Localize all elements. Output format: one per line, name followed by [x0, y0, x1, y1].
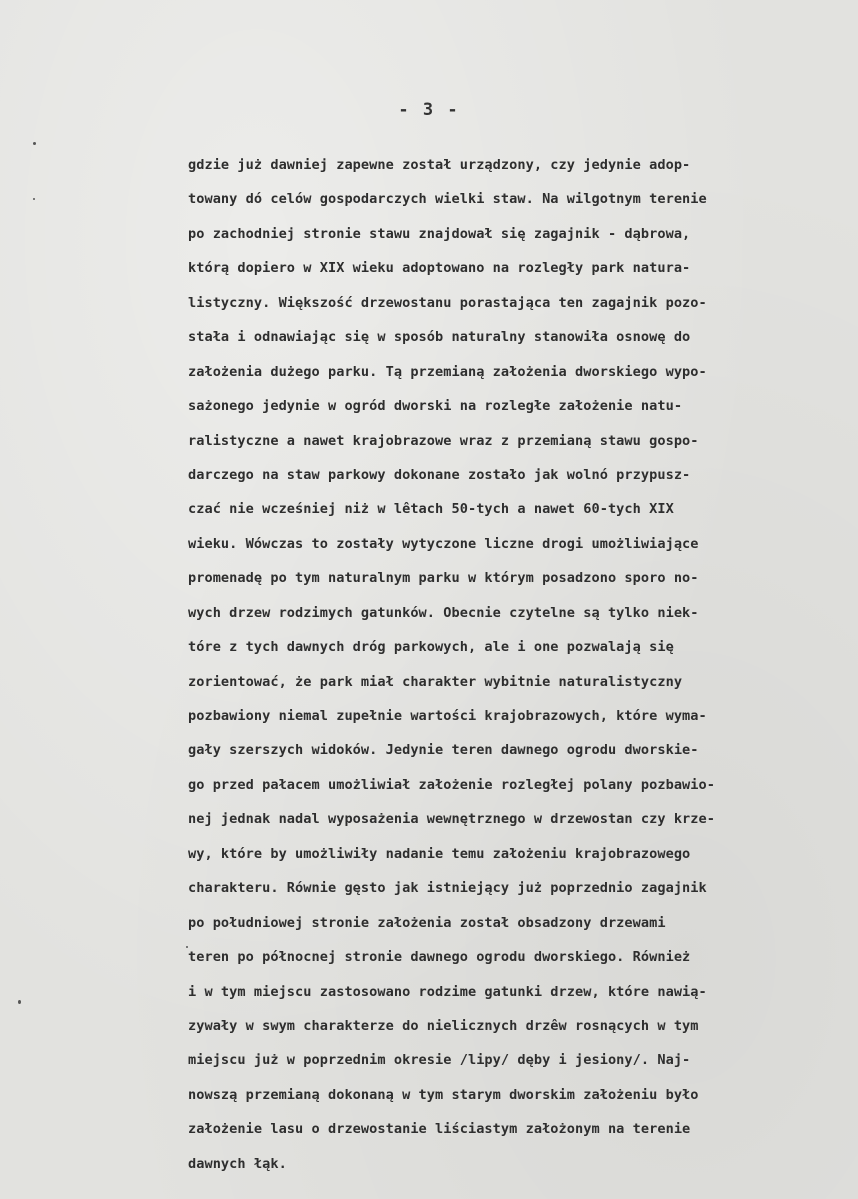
text-line: stała i odnawiając się w sposób naturalny stanowiła osnowę do	[188, 329, 691, 346]
text-line: gały szerszych widoków. Jedynie teren dawnego ogrodu dworskie-	[188, 742, 699, 759]
text-line: charakteru. Równie gęsto jak istniejący już poprzednio zagajnik	[188, 880, 707, 897]
text-line: listyczny. Większość drzewostanu porastająca ten zagajnik pozo-	[188, 294, 707, 311]
ink-speck	[18, 1000, 21, 1004]
text-line: tóre z tych dawnych dróg parkowych, ale i one pozwalają się	[188, 639, 674, 656]
text-line: towany dó celów gospodarczych wielki staw. Na wilgotnym terenie	[188, 191, 707, 208]
text-line: promenadę po tym naturalnym parku w którym posadzono sporo no-	[188, 570, 699, 587]
text-line: sażonego jedynie w ogród dworski na rozległe założenie natu-	[188, 398, 683, 415]
text-line: miejscu już w poprzednim okresie /lipy/ dęby i jesiony/. Naj-	[188, 1052, 691, 1069]
text-line: założenia dużego parku. Tą przemianą założenia dworskiego wypo-	[188, 363, 707, 380]
typed-text-body	[188, 148, 848, 1181]
text-line: zorientować, że park miał charakter wybitnie naturalistyczny	[188, 673, 683, 690]
text-line: wych drzew rodzimych gatunków. Obecnie czytelne są tylko niek-	[188, 604, 699, 621]
text-line: gdzie już dawniej zapewne został urządzony, czy jedynie adop-	[188, 157, 691, 173]
text-line: darczego na staw parkowy dokonane zostało jak wolnó przypusz-	[188, 466, 691, 483]
text-line: go przed pałacem umożliwiał założenie rozległej polany pozbawio-	[188, 776, 715, 793]
text-line: wieku. Wówczas to zostały wytyczone liczne drogi umożliwiające	[188, 535, 699, 552]
text-line: i w tym miejscu zastosowano rodzime gatunki drzew, które nawią-	[188, 983, 707, 1000]
text-line: nej jednak nadal wyposażenia wewnętrznego w drzewostan czy krze-	[188, 811, 715, 828]
ink-speck	[33, 142, 36, 145]
ink-speck	[33, 198, 35, 200]
text-line: założenie lasu o drzewostanie liściastym założonym na terenie	[188, 1121, 691, 1138]
text-line: którą dopiero w XIX wieku adoptowano na rozległy park natura-	[188, 260, 691, 277]
text-line: po zachodniej stronie stawu znajdował się zagajnik - dąbrowa,	[188, 225, 691, 242]
text-line: ralistyczne a nawet krajobrazowe wraz z przemianą stawu gospo-	[188, 432, 699, 449]
page-number: - 3 -	[398, 100, 460, 120]
text-line: pozbawiony niemal zupełnie wartości krajobrazowych, które wyma-	[188, 708, 707, 724]
text-line: teren po północnej stronie dawnego ogrodu dworskiego. Również	[188, 949, 691, 966]
text-line: zywały w swym charakterze do nielicznych drzêw rosnących w tym	[188, 1017, 699, 1034]
text-line: czać nie wcześniej niż w lêtach 50-tych a nawet 60-tych XIX	[188, 501, 674, 518]
text-line: wy, które by umożliwiły nadanie temu założeniu krajobrazowego	[188, 845, 691, 862]
ink-speck	[186, 946, 188, 948]
text-line: dawnych łąk.	[188, 1155, 287, 1172]
text-line: po południowej stronie założenia został obsadzony drzewami	[188, 914, 666, 931]
text-line: nowszą przemianą dokonaną w tym starym dworskim założeniu było	[188, 1086, 699, 1103]
